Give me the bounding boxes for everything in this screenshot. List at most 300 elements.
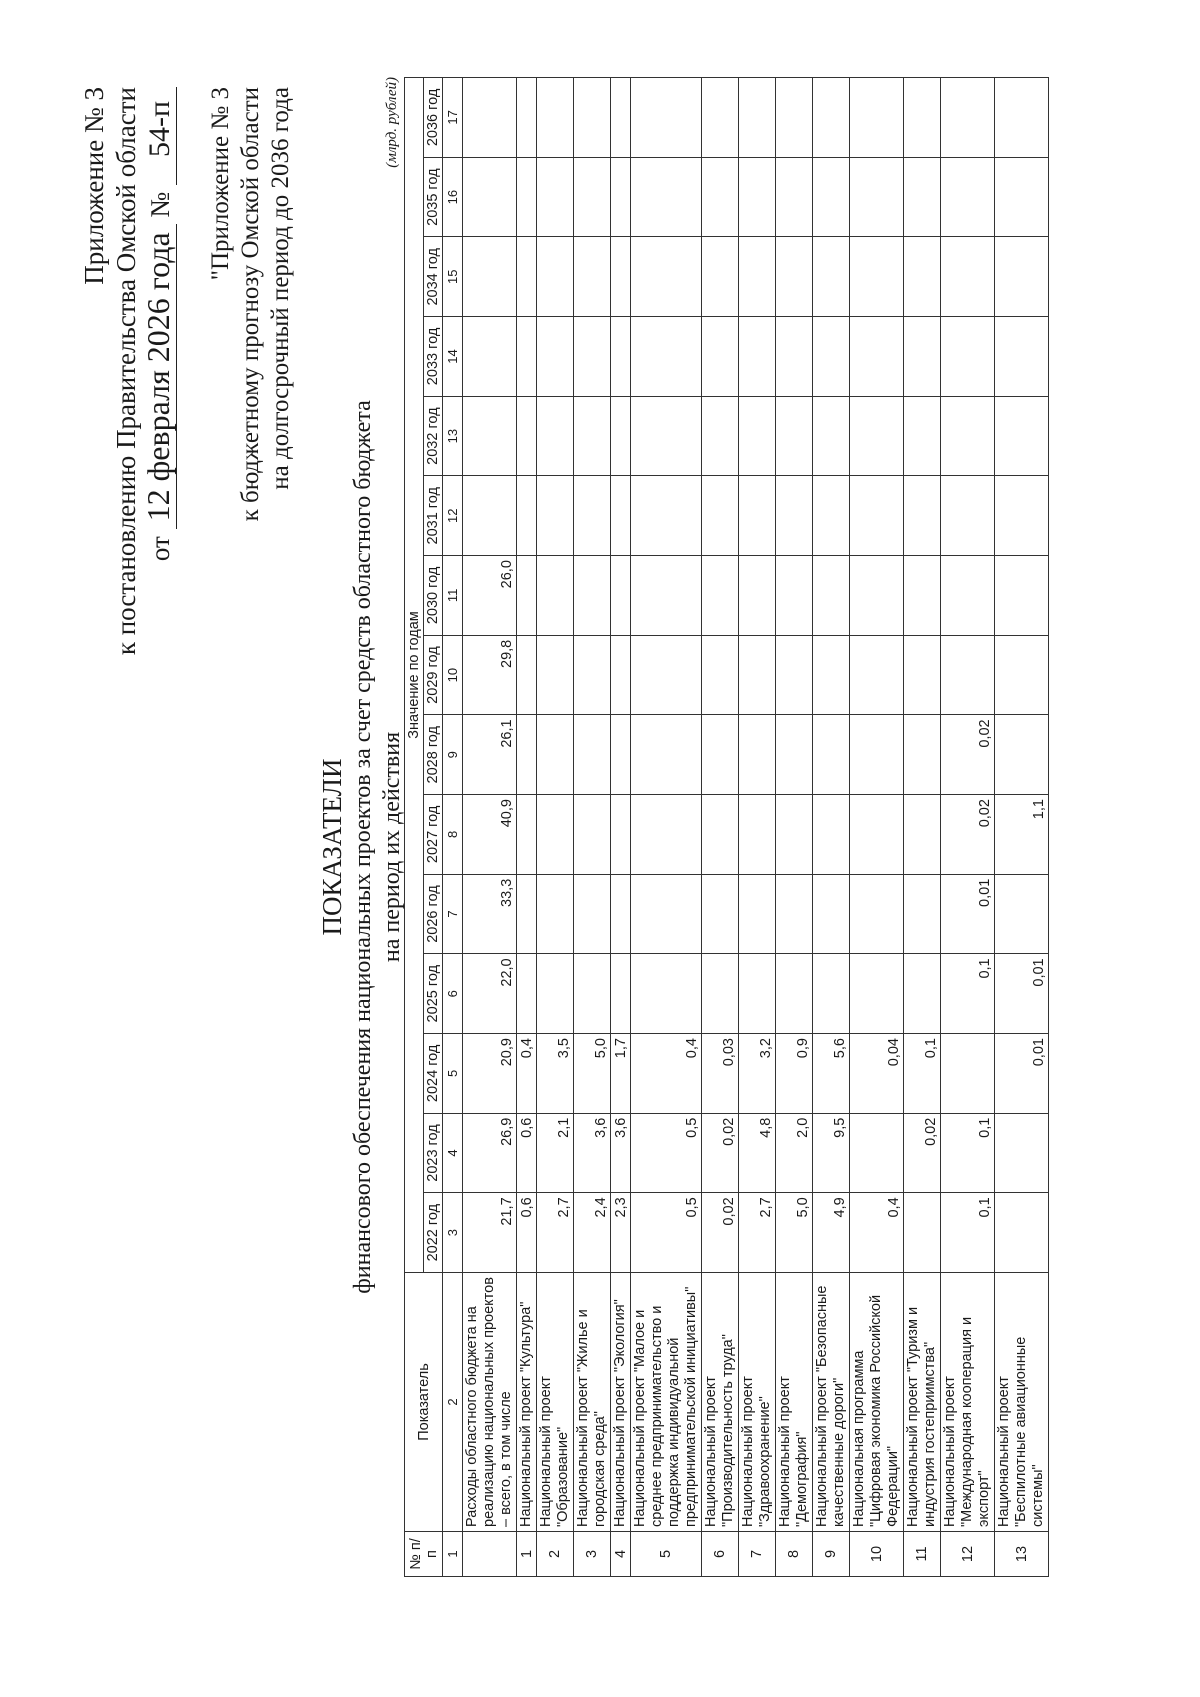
table-row [904,78,941,1577]
column-number: 14 [443,317,463,397]
row-value [631,396,702,476]
row-value [904,954,941,1034]
row-value: 5,0 [574,1034,611,1114]
row-value: 0,4 [517,1034,537,1114]
row-value [850,237,904,317]
row-indicator-name: Расходы областного бюджета на реализацию национальных проектов – всего, в том числе [463,1273,517,1532]
row-value [776,954,813,1034]
row-value [631,795,702,875]
row-value: 2,4 [574,1193,611,1273]
row-value [611,78,631,158]
title-subtitle-2: на период их действия [379,731,405,963]
row-value [739,874,776,954]
row-value [517,78,537,158]
row-number: 5 [631,1532,702,1577]
table-row [574,78,611,1577]
units-label: (млрд. рублей) [384,77,400,168]
row-value: 2,7 [739,1193,776,1273]
row-value [537,157,574,237]
row-value [904,635,941,715]
row-value [537,317,574,397]
row-value [776,635,813,715]
row-value: 0,02 [702,1113,739,1193]
row-number: 4 [611,1532,631,1577]
row-value [850,396,904,476]
row-value [517,874,537,954]
row-value [850,1113,904,1193]
row-value [517,317,537,397]
row-value: 3,6 [611,1113,631,1193]
row-number: 13 [995,1532,1049,1577]
row-value [995,396,1049,476]
row-indicator-name: Национальный проект "Демография" [776,1273,813,1532]
row-value [702,715,739,795]
row-value [813,237,850,317]
row-value [995,874,1049,954]
row-value [631,874,702,954]
table-row [537,78,574,1577]
row-value [574,556,611,636]
row-value: 5,0 [776,1193,813,1273]
row-value [904,78,941,158]
row-value: 5,6 [813,1034,850,1114]
table-header-row-1 [405,78,424,1577]
number-prefix: № [145,191,175,218]
row-number: 10 [850,1532,904,1577]
row-value [776,874,813,954]
row-value [850,795,904,875]
row-value [904,396,941,476]
row-value [517,157,537,237]
row-value [941,476,995,556]
header-values-by-year: Значение по годам [405,78,424,1273]
row-indicator-name: Национальный проект "Беспилотные авиационные системы" [995,1273,1049,1532]
row-value: 3,5 [537,1034,574,1114]
header-year: 2025 год [424,954,443,1034]
row-value [574,795,611,875]
row-value [574,157,611,237]
row-indicator-name: Национальный проект "Экология" [611,1273,631,1532]
row-value [702,635,739,715]
row-value [941,635,995,715]
appendix-resolution: к постановлению Правительства Омской области [111,87,141,656]
column-number: 5 [443,1034,463,1114]
row-value: 0,02 [904,1113,941,1193]
table-row [702,78,739,1577]
indicators-table [404,77,1049,1577]
row-value [702,157,739,237]
row-value [904,157,941,237]
row-value [995,317,1049,397]
header-year: 2029 год [424,635,443,715]
row-value [611,396,631,476]
row-value: 1,1 [995,795,1049,875]
title-main: ПОКАЗАТЕЛИ [317,758,347,936]
row-value [776,476,813,556]
row-value [611,715,631,795]
forecast-appendix-line3: на долгосрочный период до 2036 года [267,87,294,490]
row-value [517,715,537,795]
indicators-table-wrap [404,77,1049,1577]
header-year: 2023 год [424,1113,443,1193]
table-row [517,78,537,1577]
row-value [702,954,739,1034]
row-value [517,954,537,1034]
row-indicator-name: Национальная программа "Цифровая экономика Российской Федерации" [850,1273,904,1532]
column-number: 9 [443,715,463,795]
document-title [318,197,407,1497]
row-value [941,396,995,476]
row-value: 33,3 [463,874,517,954]
row-value [631,78,702,158]
column-number: 13 [443,396,463,476]
row-value: 0,04 [850,1034,904,1114]
row-value [941,78,995,158]
row-value: 0,1 [941,1193,995,1273]
row-value: 0,02 [941,795,995,875]
row-value [813,556,850,636]
header-year: 2036 год [424,78,443,158]
row-value: 0,1 [941,1113,995,1193]
row-value [904,715,941,795]
header-year: 2028 год [424,715,443,795]
row-value [574,237,611,317]
column-number: 3 [443,1193,463,1273]
row-value [941,237,995,317]
row-value [813,715,850,795]
row-value: 29,8 [463,635,517,715]
row-value [463,237,517,317]
row-value [517,237,537,317]
table-body [443,78,1049,1577]
row-value [739,476,776,556]
row-value [517,556,537,636]
row-value [813,954,850,1034]
row-value [941,556,995,636]
row-value [995,157,1049,237]
table-row [739,78,776,1577]
appendix-date-line [142,87,176,687]
row-value [995,556,1049,636]
row-value [995,1113,1049,1193]
row-value [611,157,631,237]
row-value [850,78,904,158]
row-number: 6 [702,1532,739,1577]
table-row [850,78,904,1577]
table-row [631,78,702,1577]
row-value: 0,01 [995,954,1049,1034]
row-value: 0,5 [631,1193,702,1273]
row-indicator-name: Национальный проект "Международная кооперация и экспорт" [941,1273,995,1532]
row-value [537,476,574,556]
row-value [631,556,702,636]
row-value: 20,9 [463,1034,517,1114]
row-value [995,1193,1049,1273]
row-value: 0,01 [995,1034,1049,1114]
row-value [739,396,776,476]
row-value [517,476,537,556]
row-value [776,715,813,795]
row-value [631,237,702,317]
column-number: 16 [443,157,463,237]
row-value [611,556,631,636]
row-value [702,556,739,636]
row-value: 0,03 [702,1034,739,1114]
row-indicator-name: Национальный проект "Туризм и индустрия гостеприимства" [904,1273,941,1532]
row-value [574,476,611,556]
row-value [813,476,850,556]
row-value [904,1193,941,1273]
row-value [537,78,574,158]
row-value: 0,1 [941,954,995,1034]
title-subtitle-1: финансового обеспечения национальных проектов за счет средств областного бюджета [350,400,376,1294]
row-value: 4,9 [813,1193,850,1273]
row-value [611,317,631,397]
row-value [739,78,776,158]
column-number: 1 [443,1532,463,1577]
row-value [631,317,702,397]
row-value [574,396,611,476]
column-number: 6 [443,954,463,1034]
table-row [776,78,813,1577]
row-value: 0,4 [631,1034,702,1114]
forecast-appendix-line2: к бюджетному прогнозу Омской области [237,87,264,522]
row-value: 2,1 [537,1113,574,1193]
row-value [631,157,702,237]
row-value [702,237,739,317]
column-number: 10 [443,635,463,715]
row-value [517,635,537,715]
row-value [574,715,611,795]
header-year: 2022 год [424,1193,443,1273]
column-number: 4 [443,1113,463,1193]
header-year: 2035 год [424,157,443,237]
row-value [537,954,574,1034]
row-value [850,715,904,795]
row-value [776,237,813,317]
row-number: 1 [517,1532,537,1577]
row-value [739,317,776,397]
row-value [850,874,904,954]
row-value [739,556,776,636]
row-value: 26,9 [463,1113,517,1193]
row-value [631,715,702,795]
row-value: 26,1 [463,715,517,795]
row-value [537,715,574,795]
row-number: 3 [574,1532,611,1577]
row-value [517,795,537,875]
row-value [904,317,941,397]
row-value [995,476,1049,556]
column-number: 12 [443,476,463,556]
row-value [631,476,702,556]
row-indicator-name: Национальный проект "Здравоохранение" [739,1273,776,1532]
row-value [611,874,631,954]
resolution-date: 12 февраля 2026 года [140,224,177,529]
column-number: 17 [443,78,463,158]
row-indicator-name: Национальный проект "Жилье и городская среда" [574,1273,611,1532]
table-row [611,78,631,1577]
row-value [813,874,850,954]
row-value: 0,6 [517,1113,537,1193]
row-value [517,396,537,476]
row-indicator-name: Национальный проект "Безопасные качественные дороги" [813,1273,850,1532]
row-value [850,157,904,237]
header-year: 2030 год [424,556,443,636]
date-prefix: от [145,536,175,562]
header-year: 2027 год [424,795,443,875]
column-number: 15 [443,237,463,317]
forecast-annotation [206,87,296,737]
row-value [739,795,776,875]
row-value [995,715,1049,795]
row-value [850,635,904,715]
column-number: 2 [443,1273,463,1532]
row-value [463,157,517,237]
table-row [813,78,850,1577]
row-indicator-name: Национальный проект "Малое и среднее предпринимательство и поддержка индивидуальной предпринимательской инициативы" [631,1273,702,1532]
row-value: 1,7 [611,1034,631,1114]
row-value [463,396,517,476]
row-value [739,237,776,317]
row-value [702,396,739,476]
row-value [813,795,850,875]
row-value: 3,2 [739,1034,776,1114]
row-value: 40,9 [463,795,517,875]
column-number-row [443,78,463,1577]
row-value: 3,6 [574,1113,611,1193]
table-row [995,78,1049,1577]
row-value [776,317,813,397]
row-value: 0,4 [850,1193,904,1273]
row-value [739,157,776,237]
row-value [574,78,611,158]
row-value [574,874,611,954]
row-value [904,874,941,954]
row-value: 21,7 [463,1193,517,1273]
row-value: 2,7 [537,1193,574,1273]
row-value [631,635,702,715]
row-indicator-name: Национальный проект "Образование" [537,1273,574,1532]
row-indicator-name: Национальный проект "Культура" [517,1273,537,1532]
row-value [776,556,813,636]
row-value [611,954,631,1034]
row-value [739,954,776,1034]
row-number: 7 [739,1532,776,1577]
row-value [463,78,517,158]
row-value [813,396,850,476]
table-row [463,78,517,1577]
row-number: 2 [537,1532,574,1577]
row-value [995,78,1049,158]
row-value [776,795,813,875]
appendix-annotation [78,87,176,687]
row-value: 26,0 [463,556,517,636]
row-value [813,317,850,397]
row-value: 0,6 [517,1193,537,1273]
row-value [537,874,574,954]
row-value [702,874,739,954]
row-value [813,635,850,715]
row-value [702,476,739,556]
row-value [904,795,941,875]
row-value [739,715,776,795]
row-value [941,157,995,237]
row-value: 0,02 [702,1193,739,1273]
row-value [537,795,574,875]
row-value [904,237,941,317]
header-indicator: Показатель [405,1273,443,1532]
row-value [574,635,611,715]
row-value [463,476,517,556]
header-year: 2026 год [424,874,443,954]
header-year: 2033 год [424,317,443,397]
row-indicator-name: Национальный проект "Производительность труда" [702,1273,739,1532]
row-value [850,317,904,397]
row-value [995,237,1049,317]
row-value [463,317,517,397]
header-year: 2034 год [424,237,443,317]
row-number [463,1532,517,1577]
row-value [776,157,813,237]
row-value [776,78,813,158]
row-value [537,396,574,476]
row-value [850,556,904,636]
row-value [611,795,631,875]
row-value [537,237,574,317]
row-value [850,954,904,1034]
row-value [702,78,739,158]
row-value: 9,5 [813,1113,850,1193]
row-value: 2,3 [611,1193,631,1273]
row-value [611,635,631,715]
header-year: 2024 год [424,1034,443,1114]
row-number: 8 [776,1532,813,1577]
row-value [739,635,776,715]
column-number: 7 [443,874,463,954]
row-value [537,635,574,715]
table-row [941,78,995,1577]
row-value: 0,1 [904,1034,941,1114]
row-value [813,157,850,237]
row-value [941,317,995,397]
row-number: 12 [941,1532,995,1577]
row-number: 11 [904,1532,941,1577]
row-value: 0,02 [941,715,995,795]
row-value [574,317,611,397]
row-value: 2,0 [776,1113,813,1193]
row-number: 9 [813,1532,850,1577]
row-value [813,78,850,158]
row-value [611,237,631,317]
row-value [574,954,611,1034]
row-value [904,476,941,556]
row-value [631,954,702,1034]
row-value: 0,9 [776,1034,813,1114]
row-value [776,396,813,476]
row-value: 0,5 [631,1113,702,1193]
row-value [702,795,739,875]
row-value [611,476,631,556]
row-value: 0,01 [941,874,995,954]
header-year: 2032 год [424,396,443,476]
row-value [941,1034,995,1114]
row-value [850,476,904,556]
resolution-number: 54-п [143,87,177,185]
row-value [702,317,739,397]
header-year: 2031 год [424,476,443,556]
row-value: 22,0 [463,954,517,1034]
